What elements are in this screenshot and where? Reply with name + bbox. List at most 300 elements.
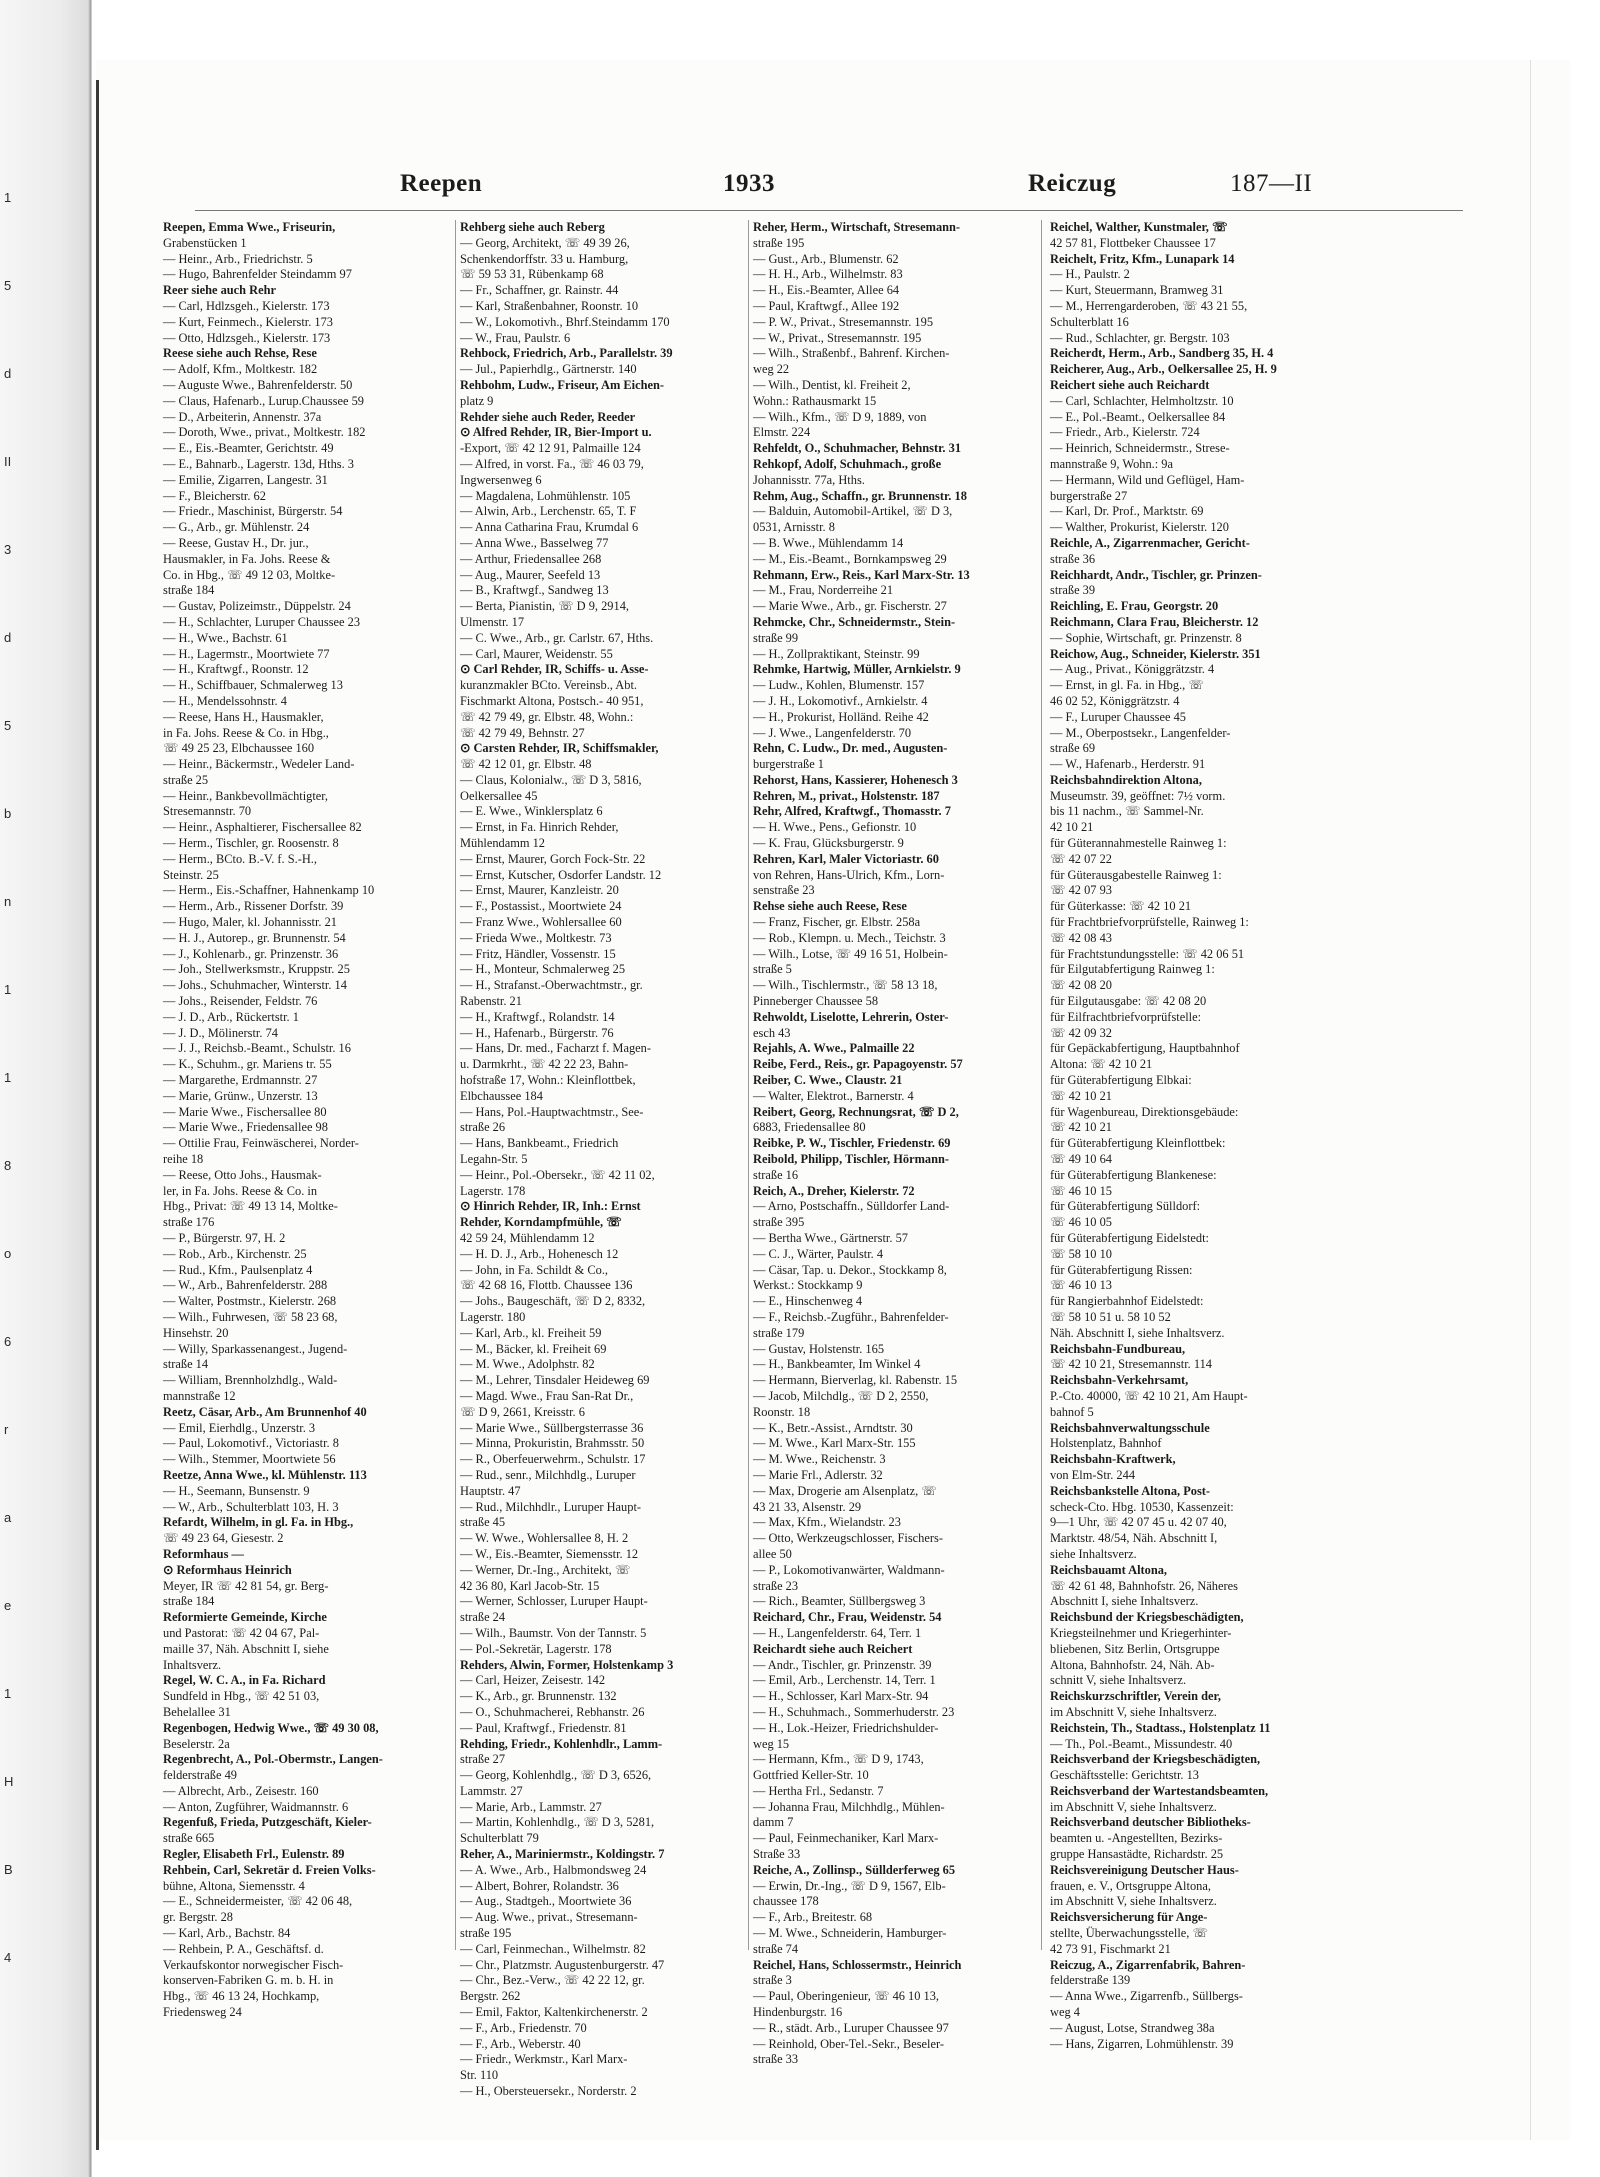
directory-entry-line: 43 21 33, Alsenstr. 29	[753, 1499, 862, 1514]
directory-entry-line: Reepen, Emma Wwe., Friseurin,	[163, 220, 336, 234]
directory-entry-line: — F., Reichsb.-Zugführ., Bahrenfelder-	[753, 1309, 949, 1324]
directory-entry-line: für Güterabfertigung Elbkai:	[1050, 1073, 1192, 1088]
directory-entry-line: Schulterblatt 16	[1050, 314, 1129, 329]
margin-mark: 5	[4, 718, 12, 733]
directory-entry-line: ☏ 58 10 10	[1050, 1246, 1112, 1261]
directory-entry-line: — Marie Wwe., Friedensallee 98	[163, 1120, 328, 1135]
directory-entry-line: — H., Prokurist, Holländ. Reihe 42	[753, 709, 929, 724]
directory-entry-line: — J., Kohlenarb., gr. Prinzenstr. 36	[163, 946, 339, 961]
directory-entry-line: Kriegsteilnehmer und Kriegerhinter-	[1050, 1625, 1232, 1640]
directory-entry-line: — Jul., Papierhdlg., Gärtnerstr. 140	[460, 362, 637, 377]
directory-entry-line: Rehders, Alwin, Former, Holstenkamp 3	[460, 1657, 674, 1672]
directory-entry-line: — Franz, Fischer, gr. Elbstr. 258a	[753, 915, 921, 930]
directory-entry-line: — Emil, Eierhdlg., Unzerstr. 3	[163, 1420, 316, 1435]
directory-entry-line: Lammstr. 27	[460, 1783, 523, 1798]
directory-entry-line: maille 37, Näh. Abschnitt I, siehe	[163, 1641, 329, 1656]
directory-entry-line: felderstraße 139	[1050, 1973, 1131, 1988]
directory-entry-line: Reicherer, Aug., Arb., Oelkersallee 25, H. 9	[1050, 362, 1277, 377]
directory-entry-line: ☏ 42 10 21, Stresemannstr. 114	[1050, 1357, 1212, 1372]
directory-entry-line: — Kurt, Feinmech., Kielerstr. 173	[163, 314, 333, 329]
directory-entry-line: — Cäsar, Tap. u. Dekor., Stockkamp 8,	[753, 1262, 947, 1277]
directory-entry-line: — H., Schiffbauer, Schmalerweg 13	[163, 678, 343, 693]
directory-entry-line: — W., Hafenarb., Herderstr. 91	[1050, 757, 1206, 772]
directory-entry-line: Reetze, Anna Wwe., kl. Mühlenstr. 113	[163, 1467, 367, 1482]
directory-entry-line: im Abschnitt V, siehe Inhaltsverz.	[1050, 1704, 1217, 1719]
directory-entry-line: Rehn, C. Ludw., Dr. med., Augusten-	[753, 741, 948, 756]
directory-entry-line: — Karl, Straßenbahner, Roonstr. 10	[460, 298, 639, 313]
directory-entry-line: — Claus, Kolonialw., ☏ D 3, 5816,	[460, 772, 642, 787]
directory-entry-line: straße 39	[1050, 583, 1096, 598]
directory-entry-line: — Aug. Wwe., privat., Stresemann-	[460, 1910, 638, 1925]
margin-mark: e	[4, 1598, 12, 1613]
directory-entry-line: — Herm., BCto. B.-V. f. S.-H.,	[163, 851, 317, 866]
directory-entry-line: Str. 110	[460, 2068, 499, 2083]
directory-column-3	[753, 220, 1041, 2067]
directory-entry-line: — P., Lokomotivanwärter, Waldmann-	[753, 1562, 945, 1577]
directory-entry-line: — Reinhold, Ober-Tel.-Sekr., Beseler-	[753, 2036, 944, 2051]
directory-entry-line: Rehmcke, Chr., Schneidermstr., Stein-	[753, 614, 956, 629]
directory-entry-line: — E., Pol.-Beamt., Oelkersallee 84	[1050, 409, 1226, 424]
directory-entry-line: — Walther, Prokurist, Kielerstr. 120	[1050, 520, 1229, 535]
directory-entry-line: — Chr., Platzmstr. Augustenburgerstr. 47	[460, 1957, 665, 1972]
margin-mark: II	[4, 454, 12, 469]
directory-entry-line: Reformhaus —	[163, 1546, 244, 1561]
directory-entry-line: ☏ 42 07 22	[1050, 851, 1112, 866]
directory-entry-line: — Rud., Milchhdlr., Luruper Haupt-	[460, 1499, 642, 1514]
directory-entry-line: Reichsverband der Kriegsbeschädigten,	[1050, 1752, 1261, 1767]
directory-entry-line: siehe Inhaltsverz.	[1050, 1546, 1137, 1561]
directory-entry-line: für Eilgutausgabe: ☏ 42 08 20	[1050, 994, 1207, 1009]
directory-entry-line: Reichardt siehe auch Reichert	[753, 1641, 913, 1656]
directory-entry-line: Näh. Abschnitt I, siehe Inhaltsverz.	[1050, 1325, 1225, 1340]
directory-entry-line: 9—1 Uhr, ☏ 42 07 45 u. 42 07 40,	[1050, 1515, 1227, 1530]
directory-entry-line: für Eilgutabfertigung Rainweg 1:	[1050, 962, 1215, 977]
directory-entry-line: Rehbohm, Ludw., Friseur, Am Eichen-	[460, 377, 665, 392]
directory-entry-line: — Aug., Privat., Königgrätzstr. 4	[1050, 662, 1215, 677]
directory-entry-line: und Pastorat: ☏ 42 04 67, Pal-	[163, 1625, 320, 1640]
directory-entry-line: Holstenplatz, Bahnhof	[1050, 1436, 1162, 1451]
directory-entry-line: — Albrecht, Arb., Zeisestr. 160	[163, 1783, 319, 1798]
directory-entry-line: — E., Bahnarb., Lagerstr. 13d, Hths. 3	[163, 456, 354, 471]
directory-entry-line: Geschäftsstelle: Gerichtstr. 13	[1050, 1768, 1199, 1783]
directory-entry-line: Hbg., Privat: ☏ 49 13 14, Moltke-	[163, 1199, 338, 1214]
directory-entry-line: Museumstr. 39, geöffnet: 7½ vorm.	[1050, 788, 1226, 803]
directory-entry-line: — Ernst, in Fa. Hinrich Rehder,	[460, 820, 619, 835]
directory-entry-line: Reichsbahndirektion Altona,	[1050, 772, 1202, 787]
directory-entry-line: mannstraße 12	[163, 1388, 236, 1403]
directory-entry-line: 42 10 21	[1050, 820, 1094, 835]
directory-entry-line: — P., Bürgerstr. 97, H. 2	[163, 1231, 286, 1245]
directory-entry-line: — Aug., Maurer, Seefeld 13	[460, 567, 601, 582]
directory-entry-line: straße 176	[163, 1215, 215, 1230]
directory-columns	[163, 220, 1468, 2099]
directory-entry-line: — F., Arb., Friedenstr. 70	[460, 2020, 587, 2035]
directory-entry-line: frauen, e. V., Ortsgruppe Altona,	[1050, 1878, 1211, 1893]
directory-entry-line: — W., Arb., Bahrenfelderstr. 288	[163, 1278, 328, 1293]
directory-entry-line: straße 395	[753, 1215, 805, 1230]
directory-entry-line: — Georg, Architekt, ☏ 49 39 26,	[460, 235, 630, 250]
directory-entry-line: für Gepäckabfertigung, Hauptbahnhof	[1050, 1041, 1240, 1056]
directory-entry-line: Werkst.: Stockkamp 9	[753, 1278, 863, 1293]
directory-entry-line: straße 45	[460, 1515, 506, 1530]
directory-entry-line: — H. D. J., Arb., Hohenesch 12	[460, 1246, 619, 1261]
directory-entry-line: Regenbogen, Hedwig Wwe., ☏ 49 30 08,	[163, 1720, 379, 1735]
directory-entry-line: — O., Schuhmacherei, Rebhanstr. 26	[460, 1704, 645, 1719]
directory-entry-line: — K., Arb., gr. Brunnenstr. 132	[460, 1689, 617, 1704]
directory-entry-line: chaussee 178	[753, 1894, 819, 1909]
directory-entry-line: — Johanna Frau, Milchhdlg., Mühlen-	[753, 1799, 945, 1814]
directory-entry-line: — E., Eis.-Beamter, Gerichtstr. 49	[163, 441, 334, 456]
directory-entry-line: — Max, Kfm., Wielandstr. 23	[753, 1515, 901, 1530]
directory-entry-line: — Magdalena, Lohmühlenstr. 105	[460, 488, 631, 503]
directory-entry-line: Mühlendamm 12	[460, 836, 546, 851]
margin-mark: H	[4, 1774, 14, 1789]
directory-entry-line: — Heinr., Pol.-Obersekr., ☏ 42 11 02,	[460, 1167, 655, 1182]
directory-entry-line: — Alfred, in vorst. Fa., ☏ 46 03 79,	[460, 456, 644, 471]
directory-entry-line: — Walter, Elektrot., Barnerstr. 4	[753, 1088, 914, 1103]
directory-entry-line: — Gustav, Polizeimstr., Düppelstr. 24	[163, 599, 351, 614]
directory-entry-line: — Johs., Schuhmacher, Winterstr. 14	[163, 978, 347, 993]
directory-entry-line: — Anna Wwe., Basselweg 77	[460, 535, 609, 550]
directory-entry-line: Rehmann, Erw., Reis., Karl Marx-Str. 13	[753, 567, 970, 582]
margin-mark: 5	[4, 278, 12, 293]
directory-entry-line: senstraße 23	[753, 883, 815, 898]
directory-entry-line: für Wagenbureau, Direktionsgebäude:	[1050, 1104, 1239, 1119]
directory-entry-line: straße 184	[163, 583, 215, 598]
page-number: 187—II	[1230, 170, 1313, 197]
directory-entry-line: ☏ 42 10 21	[1050, 1120, 1112, 1135]
directory-entry-line: — Gust., Arb., Blumenstr. 62	[753, 251, 899, 266]
directory-entry-line: Reichsbahn-Verkehrsamt,	[1050, 1373, 1189, 1388]
directory-entry-line: Hbg., ☏ 46 13 24, Hochkamp,	[163, 1989, 320, 2004]
directory-entry-line: platz 9	[460, 393, 494, 408]
margin-mark: 1	[4, 1686, 12, 1701]
directory-entry-line: allee 50	[753, 1546, 792, 1561]
directory-entry-line: — M. Wwe., Reichenstr. 3	[753, 1452, 886, 1467]
directory-entry-line: — G., Arb., gr. Mühlenstr. 24	[163, 520, 310, 535]
directory-entry-line: Rehm, Aug., Schaffn., gr. Brunnenstr. 18	[753, 488, 967, 503]
directory-entry-line: straße 16	[753, 1167, 799, 1182]
directory-entry-line: — Minna, Prokuristin, Brahmsstr. 50	[460, 1436, 645, 1451]
directory-entry-line: Rehberg siehe auch Reberg	[460, 220, 605, 234]
directory-entry-line: — Marie Frl., Adlerstr. 32	[753, 1467, 883, 1482]
directory-entry-line: für Güterkasse: ☏ 42 10 21	[1050, 899, 1192, 914]
directory-entry-line: Altona: ☏ 42 10 21	[1050, 1057, 1153, 1072]
directory-entry-line: — H. H., Arb., Wilhelmstr. 83	[753, 267, 903, 282]
directory-entry-line: Legahn-Str. 5	[460, 1152, 528, 1167]
directory-entry-line: Elbchaussee 184	[460, 1088, 543, 1103]
directory-entry-line: — D., Arbeiterin, Annenstr. 37a	[163, 409, 322, 424]
directory-entry-line: — Aug., Stadtgeh., Moortwiete 36	[460, 1894, 632, 1909]
directory-entry-line: Rehorst, Hans, Kassierer, Hohenesch 3	[753, 772, 958, 787]
directory-entry-line: — H., Kraftwgf., Rolandstr. 14	[460, 1009, 615, 1024]
directory-entry-line: Reich, A., Dreher, Kielerstr. 72	[753, 1183, 915, 1198]
directory-entry-line: — Carl, Feinmechan., Wilhelmstr. 82	[460, 1941, 646, 1956]
directory-entry-line: — Paul, Lokomotivf., Victoriastr. 8	[163, 1436, 339, 1451]
header-left-keyword: Reepen	[400, 170, 483, 197]
directory-entry-line: — M., Frau, Norderreihe 21	[753, 583, 894, 598]
directory-entry-line: — Heinrich, Schneidermstr., Strese-	[1050, 441, 1230, 456]
directory-entry-line: Reicherdt, Herm., Arb., Sandberg 35, H. 4	[1050, 346, 1274, 361]
directory-entry-line: — P. W., Privat., Stresemannstr. 195	[753, 314, 934, 329]
directory-entry-line: für Güterausgabestelle Rainweg 1:	[1050, 867, 1222, 882]
directory-entry-line: — Karl, Arb., kl. Freiheit 59	[460, 1325, 602, 1340]
directory-entry-line: Rehkopf, Adolf, Schuhmach., große	[753, 456, 942, 471]
directory-entry-line: — B. Wwe., Mühlendamm 14	[753, 535, 904, 550]
directory-entry-line: Rehbein, Carl, Sekretär d. Freien Volks-	[163, 1862, 376, 1877]
directory-entry-line: Rehse siehe auch Reese, Rese	[753, 899, 907, 914]
margin-mark: 3	[4, 542, 12, 557]
directory-entry-line: ☏ 42 79 49, gr. Elbstr. 48, Wohn.:	[460, 709, 634, 724]
directory-entry-line: ☏ 49 25 23, Elbchaussee 160	[163, 741, 315, 756]
directory-entry-line: Reichsversicherung für Ange-	[1050, 1910, 1208, 1925]
directory-entry-line: Reformierte Gemeinde, Kirche	[163, 1610, 327, 1625]
directory-entry-line: — Paul, Kraftwgf., Allee 192	[753, 298, 900, 313]
directory-entry-line: straße 14	[163, 1357, 209, 1372]
directory-entry-line: Regel, W. C. A., in Fa. Richard	[163, 1673, 326, 1688]
directory-entry-line: — H., Schlachter, Luruper Chaussee 23	[163, 614, 361, 629]
directory-entry-line: — Ernst, Maurer, Kanzleistr. 20	[460, 883, 619, 898]
directory-entry-line: straße 24	[460, 1610, 506, 1625]
directory-entry-line: Johannisstr. 77a, Hths.	[753, 472, 865, 487]
directory-entry-line: — W., Lokomotivh., Bhrf.Steindamm 170	[460, 314, 670, 329]
directory-entry-line: Schulterblatt 79	[460, 1831, 539, 1846]
directory-entry-line: straße 179	[753, 1325, 805, 1340]
directory-entry-line: — Franz Wwe., Wohlersallee 60	[460, 915, 622, 930]
directory-entry-line: — Rob., Klempn. u. Mech., Teichstr. 3	[753, 930, 946, 945]
directory-column-2	[460, 220, 744, 2099]
directory-entry-line: — Ottilie Frau, Feinwäscherei, Norder-	[163, 1136, 359, 1151]
directory-entry-line: — Marie, Arb., Lammstr. 27	[460, 1799, 602, 1814]
directory-entry-line: — F., Luruper Chaussee 45	[1050, 709, 1186, 724]
directory-entry-line: — Reese, Gustav H., Dr. jur.,	[163, 535, 309, 550]
directory-entry-line: — H., Wwe., Bachstr. 61	[163, 630, 288, 645]
directory-entry-line: — Anna Wwe., Zigarrenfb., Süllbergs-	[1050, 1989, 1243, 2004]
directory-entry-line: ☏ 46 10 15	[1050, 1183, 1112, 1198]
directory-entry-line: — Carl, Schlachter, Helmholtzstr. 10	[1050, 393, 1234, 408]
directory-entry-line: Bergstr. 262	[460, 1989, 521, 2004]
directory-entry-line: ☏ 49 10 64	[1050, 1152, 1112, 1167]
directory-entry-line: — H., Schlosser, Karl Marx-Str. 94	[753, 1689, 929, 1704]
directory-entry-line: — Hermann, Bierverlag, kl. Rabenstr. 15	[753, 1373, 958, 1388]
directory-entry-line: Gottfried Keller-Str. 10	[753, 1768, 869, 1783]
directory-entry-line: Hausmakler, in Fa. Johs. Reese &	[163, 551, 331, 566]
directory-entry-line: — Friedr., Werkmstr., Karl Marx-	[460, 2052, 628, 2067]
directory-entry-line: straße 33	[753, 2052, 799, 2067]
directory-entry-line: ⊙ Alfred Rehder, IR, Bier-Import u.	[460, 425, 652, 440]
directory-entry-line: — W., Arb., Schulterblatt 103, H. 3	[163, 1499, 339, 1514]
directory-entry-line: burgerstraße 27	[1050, 488, 1128, 503]
directory-entry-line: für Eilfrachtbriefvorprüfstelle:	[1050, 1009, 1202, 1024]
directory-entry-line: — Heinr., Asphaltierer, Fischersallee 82	[163, 820, 362, 835]
directory-entry-line: Regenfuß, Frieda, Putzgeschäft, Kieler-	[163, 1815, 372, 1830]
directory-entry-line: Reiber, C. Wwe., Claustr. 21	[753, 1073, 903, 1088]
directory-entry-line: — Anton, Zugführer, Waidmannstr. 6	[163, 1799, 349, 1814]
directory-entry-line: — K., Betr.-Assist., Arndtstr. 30	[753, 1420, 913, 1435]
directory-entry-line: schnitt V, siehe Inhaltsverz.	[1050, 1673, 1187, 1688]
directory-entry-line: konserven-Fabriken G. m. b. H. in	[163, 1973, 334, 1988]
directory-entry-line: — Balduin, Automobil-Artikel, ☏ D 3,	[753, 504, 953, 519]
directory-entry-line: — J. D., Arb., Rückertstr. 1	[163, 1009, 299, 1024]
directory-entry-line: Reibke, P. W., Tischler, Friedenstr. 69	[753, 1136, 951, 1151]
directory-entry-line: Grabenstücken 1	[163, 235, 247, 250]
directory-entry-line: Reichle, A., Zigarrenmacher, Gericht-	[1050, 535, 1250, 550]
directory-entry-line: — Hans, Dr. med., Facharzt f. Magen-	[460, 1041, 651, 1056]
directory-entry-line: 6883, Friedensallee 80	[753, 1120, 866, 1135]
directory-entry-line: Reer siehe auch Rehr	[163, 283, 276, 298]
directory-entry-line: Reichsbahn-Fundbureau,	[1050, 1341, 1186, 1356]
directory-entry-line: — Wilh., Straßenbf., Bahrenf. Kirchen-	[753, 346, 950, 361]
directory-entry-line: stellte, Überwachungsstelle, ☏	[1050, 1926, 1208, 1941]
directory-entry-line: Rejahls, A. Wwe., Palmaille 22	[753, 1041, 915, 1056]
directory-entry-line: — William, Brennholzhdlg., Wald-	[163, 1373, 338, 1388]
directory-entry-line: — Marie, Grünw., Unzerstr. 13	[163, 1088, 318, 1103]
directory-entry-line: — M., Oberpostsekr., Langenfelder-	[1050, 725, 1231, 740]
directory-entry-line: Hindenburgstr. 16	[753, 2005, 843, 2020]
directory-entry-line: ⊙ Hinrich Rehder, IR, Inh.: Ernst	[460, 1199, 641, 1214]
directory-entry-line: — Carl, Heizer, Zeisestr. 142	[460, 1673, 606, 1688]
directory-entry-line: — Rud., Kfm., Paulsenplatz 4	[163, 1262, 313, 1277]
directory-entry-line: Reichmann, Clara Frau, Bleicherstr. 12	[1050, 614, 1259, 629]
directory-entry-line: in Fa. Johs. Reese & Co. in Hbg.,	[163, 725, 329, 740]
directory-entry-line: — H., Langenfelderstr. 64, Terr. 1	[753, 1625, 922, 1640]
directory-entry-line: — Berta, Pianistin, ☏ D 9, 2914,	[460, 599, 629, 614]
directory-entry-line: beamten u. -Angestellten, Bezirks-	[1050, 1831, 1223, 1846]
directory-entry-line: Reibe, Ferd., Reis., gr. Papagoyenstr. 57	[753, 1057, 963, 1072]
directory-entry-line: straße 23	[753, 1578, 799, 1593]
directory-entry-line: — Wilh., Baumstr. Von der Tannstr. 5	[460, 1625, 647, 1640]
directory-entry-line: — M. Wwe., Karl Marx-Str. 155	[753, 1436, 916, 1451]
directory-entry-line: Reichel, Hans, Schlossermstr., Heinrich	[753, 1957, 962, 1972]
directory-entry-line: Reichelt, Fritz, Kfm., Lunapark 14	[1050, 251, 1235, 266]
directory-entry-line: scheck-Cto. Hbg. 10530, Kassenzeit:	[1050, 1499, 1234, 1514]
directory-entry-line: Reichel, Walther, Kunstmaler, ☏	[1050, 220, 1228, 234]
directory-entry-line: — Rud., senr., Milchhdlg., Luruper	[460, 1467, 636, 1482]
directory-entry-line: — Rob., Arb., Kirchenstr. 25	[163, 1246, 307, 1261]
directory-entry-line: — Bertha Wwe., Gärtnerstr. 57	[753, 1231, 908, 1245]
directory-entry-line: — C. J., Wärter, Paulstr. 4	[753, 1246, 884, 1261]
directory-entry-line: straße 27	[460, 1752, 506, 1767]
directory-entry-line: burgerstraße 1	[753, 757, 824, 772]
directory-entry-line: — Fr., Schaffner, gr. Rainstr. 44	[460, 283, 619, 298]
directory-entry-line: Schenkendorffstr. 33 u. Hamburg,	[460, 251, 629, 266]
directory-entry-line: — Ernst, Kutscher, Osdorfer Landstr. 12	[460, 867, 662, 882]
directory-entry-line: Reichhardt, Andr., Tischler, gr. Prinzen-	[1050, 567, 1262, 582]
directory-entry-line: für Güterabfertigung Kleinflottbek:	[1050, 1136, 1226, 1151]
directory-entry-line: straße 184	[163, 1594, 215, 1609]
directory-entry-line: Co. in Hbg., ☏ 49 12 03, Moltke-	[163, 567, 336, 582]
directory-entry-line: — Hans, Zigarren, Lohmühlenstr. 39	[1050, 2036, 1234, 2051]
directory-entry-line: Rehbock, Friedrich, Arb., Parallelstr. 39	[460, 346, 673, 361]
directory-entry-line: — Hertha Frl., Sedanstr. 7	[753, 1783, 884, 1798]
directory-entry-line: Reichow, Aug., Schneider, Kielerstr. 351	[1050, 646, 1261, 661]
directory-entry-line: — J. Wwe., Langenfelderstr. 70	[753, 725, 912, 740]
directory-entry-line: — J. D., Mölinerstr. 74	[163, 1025, 278, 1040]
directory-entry-line: Ingwersenweg 6	[460, 472, 542, 487]
directory-entry-line: Behelallee 31	[163, 1704, 231, 1719]
directory-entry-line: — Marie Wwe., Süllbergsterrasse 36	[460, 1420, 644, 1435]
directory-entry-line: P.-Cto. 40000, ☏ 42 10 21, Am Haupt-	[1050, 1388, 1248, 1403]
directory-entry-line: Reichsbahn-Kraftwerk,	[1050, 1452, 1176, 1467]
directory-entry-line: Rehren, M., privat., Holstenstr. 187	[753, 788, 940, 803]
directory-entry-line: — Hugo, Bahrenfelder Steindamm 97	[163, 267, 352, 282]
directory-entry-line: — Magd. Wwe., Frau San-Rat Dr.,	[460, 1388, 634, 1403]
directory-entry-line: ⊙ Carl Rehder, IR, Schiffs- u. Asse-	[460, 662, 649, 677]
directory-entry-line: Abschnitt I, siehe Inhaltsverz.	[1050, 1594, 1199, 1609]
directory-entry-line: Wohn.: Rathausmarkt 15	[753, 393, 877, 408]
directory-entry-line: — Andr., Tischler, gr. Prinzenstr. 39	[753, 1657, 932, 1672]
directory-entry-line: von Rehren, Hans-Ulrich, Kfm., Lorn-	[753, 867, 945, 882]
directory-entry-line: Reichling, E. Frau, Georgstr. 20	[1050, 599, 1219, 614]
directory-entry-line: ☏ 42 10 21	[1050, 1088, 1112, 1103]
directory-entry-line: — Fritz, Händler, Vossenstr. 15	[460, 946, 616, 961]
directory-entry-line: ☏ 46 10 05	[1050, 1215, 1112, 1230]
directory-entry-line: bahnof 5	[1050, 1404, 1094, 1419]
directory-entry-line: Reese siehe auch Rehse, Rese	[163, 346, 317, 361]
directory-entry-line: — Ernst, in gl. Fa. in Hbg., ☏	[1050, 678, 1204, 693]
directory-entry-line: straße 3	[753, 1973, 792, 1988]
directory-entry-line: — Friedr., Maschinist, Bürgerstr. 54	[163, 504, 343, 519]
directory-entry-line: — Adolf, Kfm., Moltkestr. 182	[163, 362, 318, 377]
directory-entry-line: Reibert, Georg, Rechnungsrat, ☏ D 2,	[753, 1104, 959, 1119]
directory-entry-line: 42 57 81, Flottbeker Chaussee 17	[1050, 235, 1216, 250]
directory-entry-line: — Arthur, Friedensallee 268	[460, 551, 602, 566]
directory-entry-line: Reichsbahnverwaltungsschule	[1050, 1420, 1210, 1435]
directory-entry-line: damm 7	[753, 1815, 794, 1830]
directory-entry-line: Rehren, Karl, Maler Victoriastr. 60	[753, 851, 939, 866]
directory-entry-line: — Wilh., Kfm., ☏ D 9, 1889, von	[753, 409, 927, 424]
margin-mark: r	[4, 1422, 9, 1437]
directory-entry-line: — B., Kraftwgf., Sandweg 13	[460, 583, 609, 598]
directory-entry-line: ☏ 49 23 64, Giesestr. 2	[163, 1531, 284, 1546]
directory-entry-line: ☏ 42 79 49, Behnstr. 27	[460, 725, 585, 740]
directory-entry-line: Hauptstr. 47	[460, 1483, 521, 1498]
directory-entry-line: — A. Wwe., Arb., Halbmondsweg 24	[460, 1862, 647, 1877]
directory-entry-line: ler, in Fa. Johs. Reese & Co. in	[163, 1183, 318, 1198]
directory-entry-line: — Pol.-Sekretär, Lagerstr. 178	[460, 1641, 612, 1656]
directory-entry-line: — Ernst, Maurer, Gorch Fock-Str. 22	[460, 851, 646, 866]
header-right-keyword: Reiczug	[1028, 170, 1117, 197]
directory-entry-line: — Heinr., Bäckermstr., Wedeler Land-	[163, 757, 355, 772]
directory-entry-line: — Arno, Postschaffn., Sülldorfer Land-	[753, 1199, 950, 1214]
directory-entry-line: — Joh., Stellwerksmstr., Kruppstr. 25	[163, 962, 350, 977]
directory-entry-line: Inhaltsverz.	[163, 1657, 222, 1672]
directory-entry-line: im Abschnitt V, siehe Inhaltsverz.	[1050, 1894, 1217, 1909]
directory-entry-line: — Chr., Bez.-Verw., ☏ 42 22 12, gr.	[460, 1973, 645, 1988]
margin-mark: n	[4, 894, 12, 909]
directory-entry-line: 42 59 24, Mühlendamm 12	[460, 1231, 595, 1245]
directory-entry-line: — Kurt, Steuermann, Bramweg 31	[1050, 283, 1224, 298]
directory-entry-line: — H., Kraftwgf., Roonstr. 12	[163, 662, 309, 677]
directory-entry-line: bühne, Altona, Siemensstr. 4	[163, 1878, 305, 1893]
directory-entry-line: — Johs., Reisender, Feldstr. 76	[163, 994, 318, 1009]
directory-entry-line: — F., Arb., Breitestr. 68	[753, 1910, 873, 1925]
directory-entry-line: — H., Bankbeamter, Im Winkel 4	[753, 1357, 921, 1372]
directory-entry-line: Fischmarkt Altona, Postsch.- 40 951,	[460, 693, 644, 708]
directory-entry-line: — H., Strafanst.-Oberwachtmstr., gr.	[460, 978, 643, 993]
directory-entry-line: ☏ 46 10 13	[1050, 1278, 1112, 1293]
directory-entry-line: Reher, Herm., Wirtschaft, Stresemann-	[753, 220, 961, 234]
directory-entry-line: — Karl, Dr. Prof., Marktstr. 69	[1050, 504, 1204, 519]
directory-entry-line: Elmstr. 224	[753, 425, 811, 440]
directory-entry-line: Rehding, Friedr., Kohlenhdlr., Lamm-	[460, 1736, 663, 1751]
directory-entry-line: — Willy, Sparkassenangest., Jugend-	[163, 1341, 348, 1356]
directory-entry-line: — H., Obersteuersekr., Norderstr. 2	[460, 2084, 637, 2099]
directory-entry-line: Altona, Bahnhofstr. 24, Näh. Ab-	[1050, 1657, 1215, 1672]
directory-entry-line: — M. Wwe., Schneiderin, Hamburger-	[753, 1926, 947, 1941]
directory-entry-line: — Albert, Bohrer, Rolandstr. 36	[460, 1878, 619, 1893]
directory-entry-line: im Abschnitt V, siehe Inhaltsverz.	[1050, 1799, 1217, 1814]
